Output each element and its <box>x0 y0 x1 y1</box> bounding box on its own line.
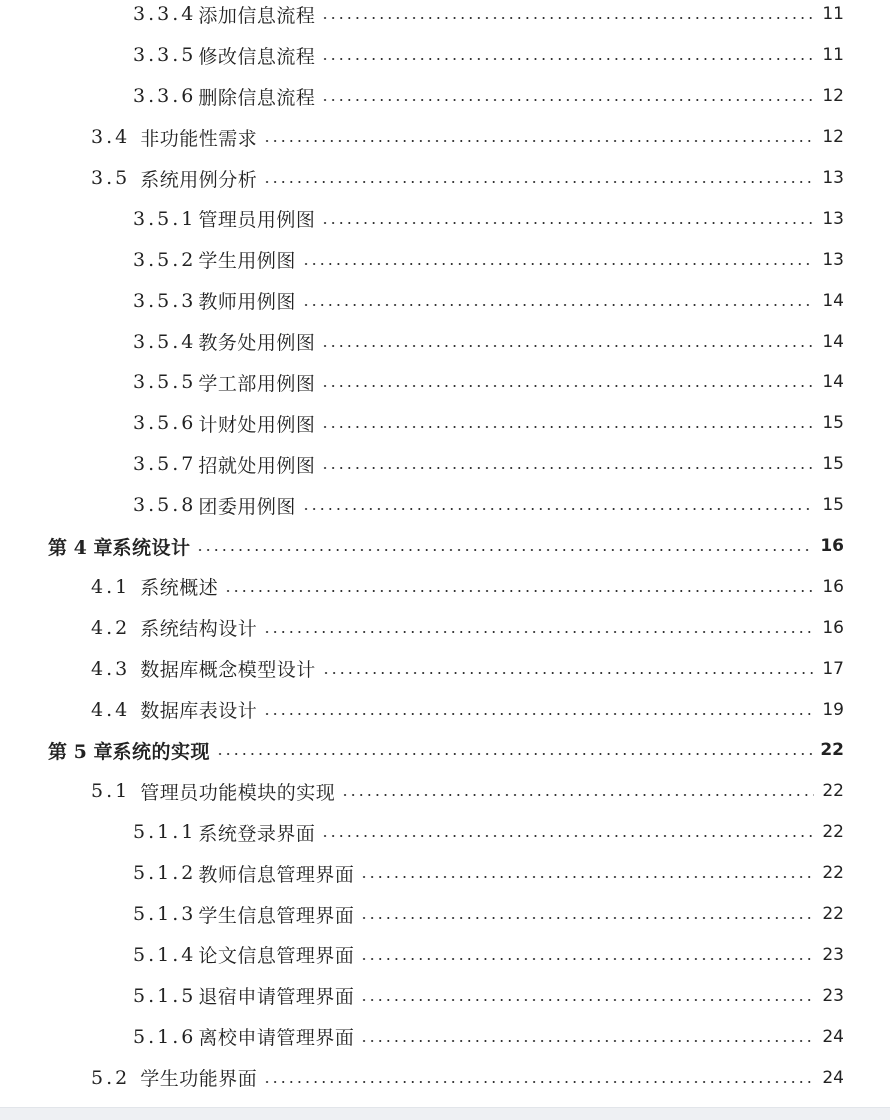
toc-entry-number: 3.5.4 <box>133 330 197 353</box>
toc-entry-title: 非功能性需求 <box>140 127 258 150</box>
toc-page-number: 13 <box>822 208 844 229</box>
toc-entry-level-3[interactable] <box>0 853 890 894</box>
toc-entry-title: 数据库概念模型设计 <box>140 659 316 682</box>
toc-dot-leader <box>360 999 814 1001</box>
toc-page-number: 15 <box>822 454 844 475</box>
toc-entry-number: 4.1 <box>91 575 131 598</box>
toc-entry-level-3[interactable] <box>0 444 890 485</box>
toc-entry-number: 第 5 章 <box>48 740 113 763</box>
toc-dot-leader <box>321 467 814 469</box>
toc-page-number: 15 <box>822 495 844 516</box>
toc-dot-leader <box>321 222 814 224</box>
toc-entry-level-2[interactable] <box>0 158 890 199</box>
toc-entry-level-1[interactable] <box>0 526 890 567</box>
toc-entry-number: 3.3.6 <box>133 85 197 108</box>
toc-entry-title: 删除信息流程 <box>198 86 316 109</box>
toc-page-number: 22 <box>822 863 844 884</box>
toc-page-number: 23 <box>822 985 844 1006</box>
toc-entry-level-3[interactable] <box>0 975 890 1016</box>
toc-page-number: 12 <box>822 86 844 107</box>
toc-entry-level-2[interactable] <box>0 1057 890 1098</box>
toc-page-number: 11 <box>822 4 844 25</box>
toc-entry-number: 4.4 <box>91 698 131 721</box>
toc-entry-number: 5.1.4 <box>133 943 197 966</box>
toc-page-number: 15 <box>822 413 844 434</box>
toc-dot-leader <box>360 917 814 919</box>
toc-entry-number: 3.5.3 <box>133 289 197 312</box>
toc-entry-title: 退宿申请管理界面 <box>198 986 355 1009</box>
toc-entry-number: 3.5.5 <box>133 371 197 394</box>
toc-dot-leader <box>341 794 814 796</box>
toc-dot-leader <box>321 99 814 101</box>
toc-page-number: 13 <box>822 249 844 270</box>
toc-entry-number: 5.2 <box>91 1066 131 1089</box>
toc-entry-level-2[interactable] <box>0 117 890 158</box>
toc-entry-level-2[interactable] <box>0 648 890 689</box>
toc-dot-leader <box>263 713 814 715</box>
toc-entry-title: 系统设计 <box>112 536 191 559</box>
toc-entry-title: 离校申请管理界面 <box>198 1027 355 1050</box>
toc-page-number: 16 <box>822 576 844 597</box>
toc-entry-number: 4.2 <box>91 616 131 639</box>
toc-entry-title: 计财处用例图 <box>198 413 316 436</box>
toc-dot-leader <box>302 508 814 510</box>
toc-entry-number: 3.5.8 <box>133 494 197 517</box>
toc-page-number: 14 <box>822 372 844 393</box>
toc-entry-number: 3.5.6 <box>133 412 197 435</box>
toc-entry-title: 教师信息管理界面 <box>198 863 355 886</box>
toc-dot-leader <box>322 672 814 674</box>
toc-page-number: 14 <box>822 331 844 352</box>
toc-entry-level-3[interactable] <box>0 1016 890 1057</box>
toc-entry-number: 5.1.5 <box>133 984 197 1007</box>
toc-page-number: 12 <box>822 127 844 148</box>
toc-entry-number: 5.1.2 <box>133 862 197 885</box>
toc-page-number: 19 <box>822 699 844 720</box>
toc-entry-number: 3.3.5 <box>133 44 197 67</box>
toc-page-number: 17 <box>822 658 844 679</box>
toc-dot-leader <box>263 631 814 633</box>
toc-entry-title: 系统概述 <box>140 577 219 600</box>
toc-entry-title: 教师用例图 <box>198 291 296 314</box>
toc-entry-number: 3.5.2 <box>133 248 197 271</box>
toc-dot-leader <box>321 345 814 347</box>
toc-dot-leader <box>321 835 814 837</box>
toc-entry-title: 学生信息管理界面 <box>198 904 355 927</box>
viewer-bottom-edge <box>0 1107 890 1120</box>
toc-page-number: 22 <box>820 740 844 761</box>
toc-entry-level-3[interactable] <box>0 485 890 526</box>
toc-entry-level-3[interactable] <box>0 362 890 403</box>
toc-dot-leader <box>224 590 814 592</box>
toc-page-number: 24 <box>822 1026 844 1047</box>
toc-entry-level-3[interactable] <box>0 280 890 321</box>
toc-entry-number: 3.5.7 <box>133 453 197 476</box>
toc-page-number: 11 <box>822 45 844 66</box>
toc-entry-number: 5.1 <box>91 780 131 803</box>
toc-dot-leader <box>360 958 814 960</box>
toc-entry-level-3[interactable] <box>0 403 890 444</box>
toc-dot-leader <box>263 140 814 142</box>
toc-entry-level-2[interactable] <box>0 689 890 730</box>
toc-entry-title: 添加信息流程 <box>198 4 316 27</box>
toc-entry-level-3[interactable] <box>0 198 890 239</box>
toc-entry-title: 系统登录界面 <box>198 822 316 845</box>
toc-dot-leader <box>302 304 814 306</box>
toc-entry-number: 5.1.1 <box>133 821 197 844</box>
toc-entry-title: 论文信息管理界面 <box>198 945 355 968</box>
toc-entry-title: 系统结构设计 <box>140 618 258 641</box>
toc-dot-leader <box>321 17 814 19</box>
toc-entry-level-3[interactable] <box>0 35 890 76</box>
toc-entry-title: 招就处用例图 <box>198 454 316 477</box>
toc-entry-title: 学生用例图 <box>198 250 296 273</box>
toc-page-number: 22 <box>822 781 844 802</box>
toc-dot-leader <box>360 876 814 878</box>
toc-entry-level-2[interactable] <box>0 771 890 812</box>
toc-entry-level-3[interactable] <box>0 0 890 35</box>
toc-entry-title: 学生功能界面 <box>140 1068 258 1091</box>
toc-page-number: 16 <box>822 617 844 638</box>
toc-entry-level-3[interactable] <box>0 76 890 117</box>
toc-entry-title: 系统的实现 <box>112 740 210 763</box>
toc-page-number: 16 <box>820 536 844 557</box>
toc-dot-leader <box>302 263 814 265</box>
toc-entry-level-3[interactable] <box>0 812 890 853</box>
toc-entry-level-2[interactable] <box>0 566 890 607</box>
toc-entry-level-3[interactable] <box>0 239 890 280</box>
toc-entry-title: 数据库表设计 <box>140 700 258 723</box>
toc-page-number: 14 <box>822 290 844 311</box>
toc-dot-leader <box>321 58 814 60</box>
toc-entry-level-2[interactable] <box>0 607 890 648</box>
toc-entry-title: 系统用例分析 <box>140 168 258 191</box>
toc-dot-leader <box>263 1081 814 1083</box>
toc-entry-number: 3.5.1 <box>133 207 197 230</box>
toc-entry-level-1[interactable] <box>0 730 890 771</box>
toc-entry-level-3[interactable] <box>0 934 890 975</box>
toc-entry-number: 3.3.4 <box>133 3 197 26</box>
toc-entry-title: 学工部用例图 <box>198 372 316 395</box>
toc-page-number: 22 <box>822 904 844 925</box>
toc-dot-leader <box>196 549 812 551</box>
toc-page-number: 13 <box>822 168 844 188</box>
toc-entry-level-3[interactable] <box>0 894 890 935</box>
toc-dot-leader <box>263 181 814 183</box>
toc-entry-number: 第 4 章 <box>48 536 113 559</box>
toc-dot-leader <box>321 426 814 428</box>
toc-entry-number: 4.3 <box>91 657 131 680</box>
toc-entry-title: 团委用例图 <box>198 495 296 518</box>
toc-page-number: 22 <box>822 822 844 843</box>
toc-entry-title: 管理员功能模块的实现 <box>140 781 336 804</box>
toc-entry-level-3[interactable] <box>0 321 890 362</box>
toc-entry-number: 3.5 <box>91 167 131 189</box>
toc-entry-title: 教务处用例图 <box>198 332 316 355</box>
toc-dot-leader <box>321 385 814 387</box>
toc-entry-title: 修改信息流程 <box>198 45 316 68</box>
toc-entry-title: 管理员用例图 <box>198 209 316 232</box>
toc-dot-leader <box>216 753 812 755</box>
toc-dot-leader <box>360 1040 814 1042</box>
toc-page-number: 23 <box>822 944 844 965</box>
toc-entry-number: 3.4 <box>91 126 131 149</box>
toc-entry-number: 5.1.6 <box>133 1025 197 1048</box>
toc-page-number: 24 <box>822 1067 844 1088</box>
toc-entry-number: 5.1.3 <box>133 903 197 926</box>
